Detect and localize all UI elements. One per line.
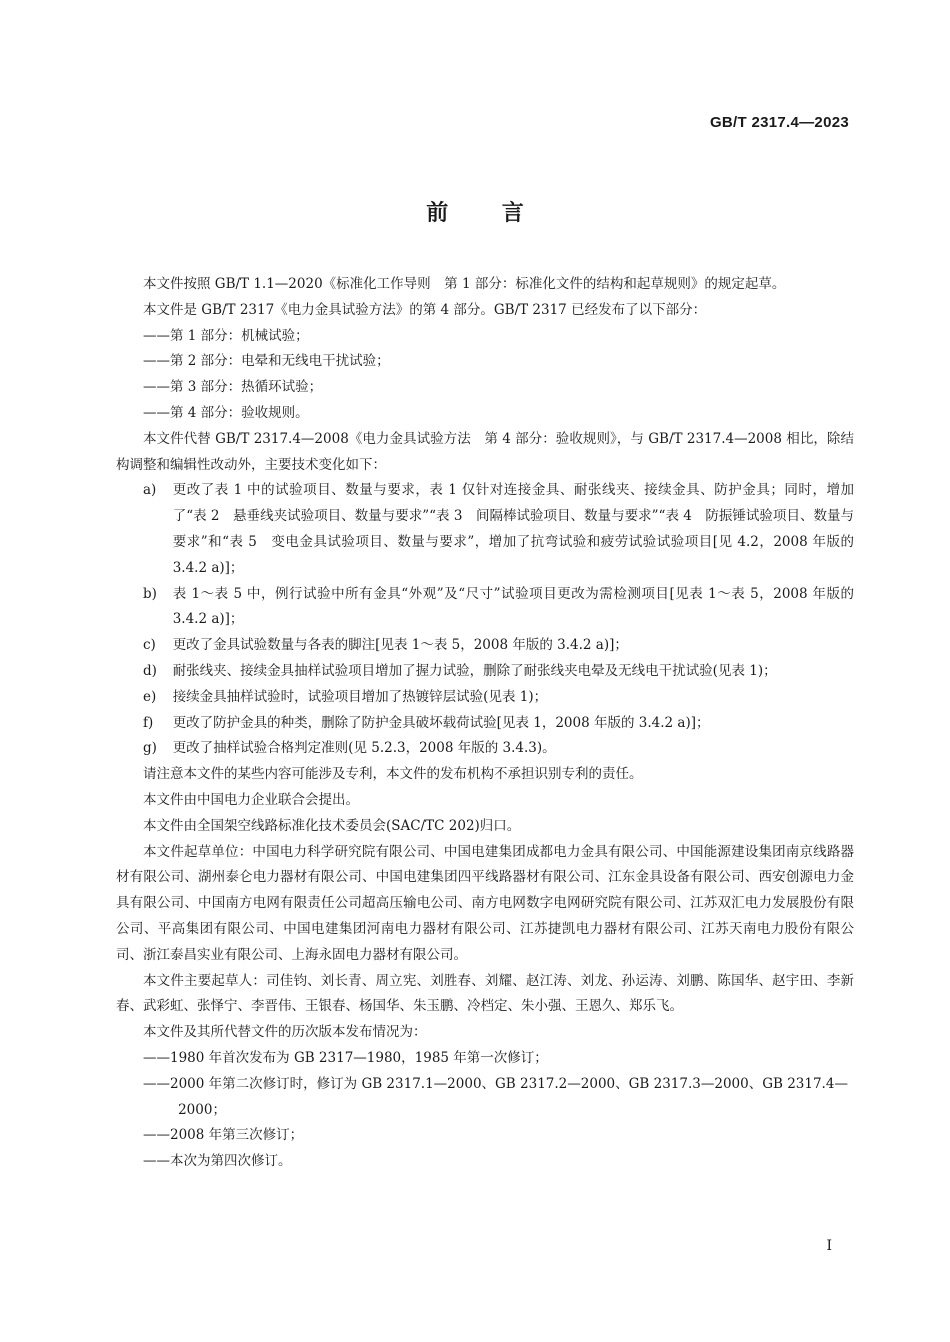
change-item-marker: d) xyxy=(143,662,157,679)
change-item xyxy=(116,633,854,659)
foreword-body xyxy=(116,272,854,1175)
change-item xyxy=(116,711,854,737)
change-item xyxy=(116,736,854,762)
change-item xyxy=(116,685,854,711)
change-item xyxy=(116,478,854,581)
paragraph-committee: 本文件由全国架空线路标准化技术委员会(SAC/TC 202)归口。 xyxy=(143,817,521,834)
paragraph-history-intro: 本文件及其所代替文件的历次版本发布情况为： xyxy=(143,1024,427,1041)
paragraph-drafting-units: 本文件起草单位：中国电力科学研究院有限公司、中国电建集团成都电力金具有限公司、中国能源建设集团南京线路器材有限公司、湖州泰仑电力器材有限公司、中国电建集团四平线路器材有限公司、江东金具设备有限公司、西安创源电力金具有限公司、中国南方电网有限责任公司超高压输电公司、南方电网数字电网研究院有限公司、江苏双汇电力发展股份有限公司、平高集团有限公司、中国电建集团河南电力器材有限公司、江苏捷凯电力器材有限公司、江苏天南电力股份有限公司、浙江泰昌实业有限公司、上海永固电力器材有限公司。 xyxy=(116,843,854,963)
change-item-marker: e) xyxy=(143,688,157,705)
change-item xyxy=(116,582,854,634)
paragraph-proposer: 本文件由中国电力企业联合会提出。 xyxy=(143,791,359,808)
paragraph-patent-notice: 请注意本文件的某些内容可能涉及专利，本文件的发布机构不承担识别专利的责任。 xyxy=(143,766,643,783)
page-title: 前 言 xyxy=(426,201,524,226)
page-number: I xyxy=(826,1238,832,1254)
paragraph-series-intro: 本文件是 GB/T 2317《电力金具试验方法》的第 4 部分。GB/T 2317 已经发布了以下部分： xyxy=(143,301,707,318)
change-item-text: 更改了表 1 中的试验项目、数量与要求，表 1 仅针对连接金具、耐张线夹、接续金具、防护金具；同时，增加了“表 2 悬垂线夹试验项目、数量与要求”“表 3 间隔棒试验项目、数量与要求”“表 4 防振锤试验项目、数量与要求”和“表 5 变电金具试验项目、数量与要求”，增加了抗弯试验和疲劳试验试验项目[见 4.2，2008 年版的 3.4.2 a)]； xyxy=(172,482,854,576)
change-item-text: 耐张线夹、接续金具抽样试验项目增加了握力试验，删除了耐张线夹电晕及无线电干扰试验(见表 1)； xyxy=(172,662,777,679)
list-item-part: ——第 3 部分：热循环试验； xyxy=(143,379,323,396)
standard-code: GB/T 2317.4—2023 xyxy=(709,114,849,131)
change-item-marker: g) xyxy=(143,740,157,757)
list-item-part: ——第 1 部分：机械试验； xyxy=(143,327,309,344)
change-item-text: 更改了金具试验数量与各表的脚注[见表 1～表 5，2008 年版的 3.4.2 a)]； xyxy=(172,637,628,654)
change-item-text: 更改了防护金具的种类，删除了防护金具破坏载荷试验[见表 1，2008 年版的 3.4.2 a)]； xyxy=(172,714,710,731)
paragraph-drafters: 本文件主要起草人：司佳钧、刘长青、周立宪、刘胜春、刘耀、赵江涛、刘龙、孙运涛、刘鹏、陈国华、赵宇田、李新春、武彩虹、张怿宁、李晋伟、王银春、杨国华、朱玉鹏、冷档定、朱小强、王恩久、郑乐飞。 xyxy=(116,972,854,1015)
change-item-marker: a) xyxy=(143,482,157,499)
change-item-text: 接续金具抽样试验时，试验项目增加了热镀锌层试验(见表 1)； xyxy=(172,688,548,705)
change-item xyxy=(116,659,854,685)
change-item-marker: f) xyxy=(143,714,154,731)
change-item-text: 表 1～表 5 中，例行试验中所有金具“外观”及“尺寸”试验项目更改为需检测项目[见表 1～表 5，2008 年版的 3.4.2 a)]； xyxy=(172,585,854,628)
paragraph-replacement: 本文件代替 GB/T 2317.4—2008《电力金具试验方法 第 4 部分：验收规则》，与 GB/T 2317.4—2008 相比，除结构调整和编辑性改动外，主要技术变化如下： xyxy=(116,430,854,473)
history-item: ——2008 年第三次修订； xyxy=(143,1127,304,1144)
history-item: ——2000 年第二次修订时，修订为 GB 2317.1—2000、GB 2317.2—2000、GB 2317.3—2000、GB 2317.4—2000； xyxy=(143,1075,848,1118)
change-item-text: 更改了抽样试验合格判定准则(见 5.2.3，2008 年版的 3.4.3)。 xyxy=(172,740,556,757)
history-item: ——本次为第四次修订。 xyxy=(143,1153,292,1170)
change-item-marker: b) xyxy=(143,585,157,602)
change-item-marker: c) xyxy=(143,637,156,654)
list-item-part: ——第 2 部分：电晕和无线电干扰试验； xyxy=(143,353,390,370)
paragraph-drafting-rules: 本文件按照 GB/T 1.1—2020《标准化工作导则 第 1 部分：标准化文件的结构和起草规则》的规定起草。 xyxy=(143,276,786,292)
history-item: ——1980 年首次发布为 GB 2317—1980，1985 年第一次修订； xyxy=(143,1049,548,1066)
list-item-part: ——第 4 部分：验收规则。 xyxy=(143,404,309,421)
